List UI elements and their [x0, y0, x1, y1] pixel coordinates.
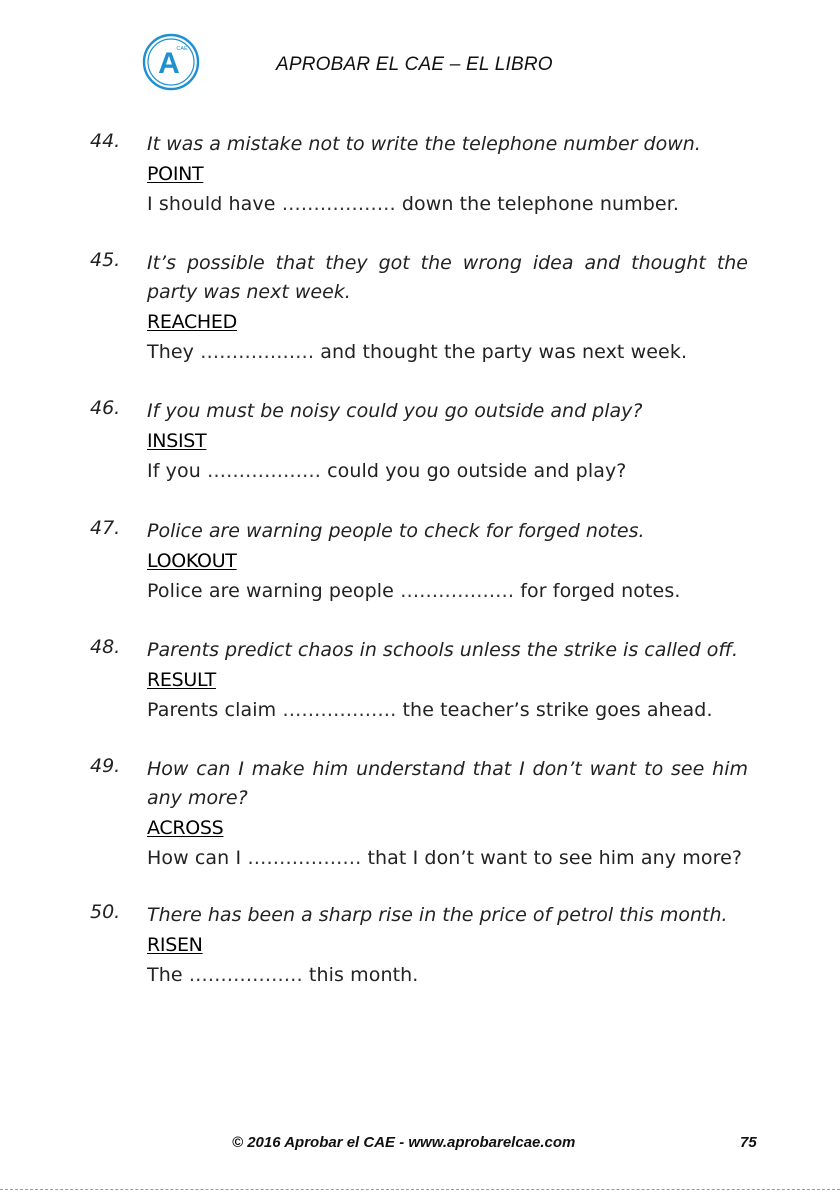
page-number: 75: [740, 1134, 757, 1151]
header-title: APROBAR EL CAE – EL LIBRO: [276, 54, 553, 75]
exercise-keyword: ACROSS: [147, 817, 224, 839]
answer-start: The: [147, 964, 189, 986]
answer-start: If you: [147, 460, 207, 482]
exercise-sentence: If you must be noisy could you go outside and play?: [147, 400, 643, 422]
answer-gap: ………………: [281, 193, 396, 215]
exercise-keyword: LOOKOUT: [147, 550, 237, 572]
exercise-number: 46.: [90, 397, 121, 419]
bottom-divider: [0, 1189, 840, 1190]
answer-gap: ………………: [247, 847, 362, 869]
answer-end: and thought the party was next week.: [314, 341, 688, 363]
exercise-keyword: POINT: [147, 163, 204, 185]
exercise-keyword: REACHED: [147, 311, 237, 333]
exercise-number: 50.: [90, 901, 121, 923]
answer-gap: ………………: [400, 580, 515, 602]
exercise-keyword: RESULT: [147, 669, 216, 691]
answer-gap: ………………: [200, 341, 315, 363]
answer-gap: ………………: [188, 964, 303, 986]
footer-copyright: © 2016 Aprobar el CAE - www.aprobarelcae.com: [232, 1134, 576, 1151]
answer-gap: ………………: [206, 460, 321, 482]
answer-start: I should have: [147, 193, 282, 215]
exercise-answer: [147, 695, 748, 725]
aprobar-cae-logo: [142, 33, 200, 91]
exercise-number: 47.: [90, 517, 121, 539]
exercise-answer: [147, 576, 748, 606]
exercise-answer: [147, 189, 748, 219]
exercise-sentence: Police are warning people to check for forged notes.: [147, 520, 645, 542]
exercise-number: 44.: [90, 130, 121, 152]
answer-start: They: [147, 341, 201, 363]
exercise-number: 49.: [90, 755, 121, 777]
exercise-number: 45.: [90, 249, 121, 271]
exercise-body: [147, 636, 748, 725]
answer-end: for forged notes.: [514, 580, 681, 602]
answer-end: that I don’t want to see him any more?: [361, 847, 743, 869]
exercise-body: [147, 130, 748, 219]
logo-letter: A: [158, 47, 180, 80]
exercise-number: 48.: [90, 636, 121, 658]
answer-gap: ………………: [282, 699, 397, 721]
answer-end: could you go outside and play?: [320, 460, 627, 482]
exercise-body: [147, 249, 748, 367]
exercise-body: [147, 755, 748, 873]
answer-start: How can I: [147, 847, 248, 869]
exercise-sentence: It’s possible that they got the wrong idea and thought the party was next week.: [147, 252, 748, 303]
exercise-sentence: It was a mistake not to write the telephone number down.: [147, 133, 701, 155]
exercise-sentence: How can I make him understand that I don’t want to see him any more?: [147, 758, 748, 809]
exercise-body: [147, 517, 748, 606]
logo-small-text: CAE: [176, 46, 188, 52]
exercise-keyword: INSIST: [147, 430, 207, 452]
exercise-answer: [147, 960, 748, 990]
answer-start: Parents claim: [147, 699, 283, 721]
exercise-keyword: RISEN: [147, 934, 203, 956]
answer-end: this month.: [302, 964, 419, 986]
answer-end: down the telephone number.: [395, 193, 680, 215]
exercise-answer: [147, 337, 748, 367]
exercise-body: [147, 397, 748, 486]
exercise-answer: [147, 843, 748, 873]
exercise-answer: [147, 456, 748, 486]
exercise-body: [147, 901, 748, 990]
answer-start: Police are warning people: [147, 580, 401, 602]
exercise-sentence: Parents predict chaos in schools unless the strike is called off.: [147, 639, 739, 661]
answer-end: the teacher’s strike goes ahead.: [396, 699, 713, 721]
exercise-sentence: There has been a sharp rise in the price of petrol this month.: [147, 904, 728, 926]
